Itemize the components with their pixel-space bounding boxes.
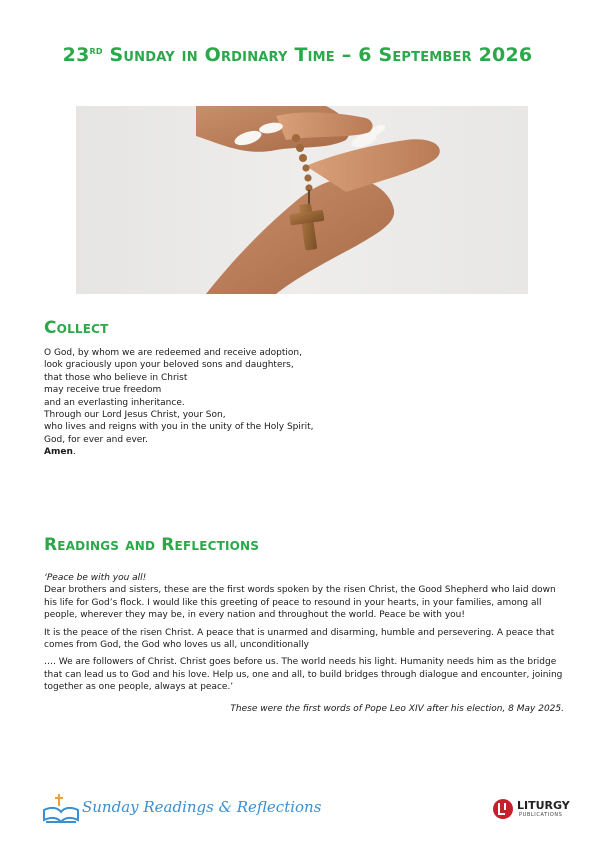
open-book-cross-icon	[42, 792, 80, 824]
collect-line: God, for ever and ever.	[44, 434, 149, 445]
collect-line: that those who believe in Christ	[44, 372, 188, 383]
publisher-name: LITURGY	[517, 799, 570, 812]
readings-quote-open: ‘Peace be with you all!	[44, 573, 147, 583]
hands-rosary-photo	[76, 106, 528, 294]
brand-logo	[42, 792, 322, 824]
collect-amen: Amen	[44, 447, 73, 458]
publisher-logo	[492, 796, 572, 822]
collect-line: may receive true freedom	[44, 385, 162, 396]
readings-paragraph: It is the peace of the risen Christ. A peace that is unarmed and disarming, humble and persevering. A peace that comes from God, the God who loves us all, unconditionally	[44, 627, 555, 651]
liturgy-publications-emblem-icon	[492, 798, 514, 820]
readings-attribution: These were the first words of Pope Leo XIV after his election, 8 May 2025.	[230, 703, 564, 714]
readings-paragraph: Dear brothers and sisters, these are the first words spoken by the risen Christ, the Good Shepherd who laid down his life for God’s flock. I would like this greeting of peace to resound in your hearts, in your families, among all people, wherever they may be, in every nation and throughout the world. Peace be with you!	[44, 585, 556, 621]
title-number: 23	[62, 44, 90, 66]
title-ordinal: rd	[89, 44, 103, 57]
readings-body	[44, 572, 564, 715]
collect-prayer	[44, 347, 544, 459]
page-title	[0, 44, 595, 66]
collect-line: Through our Lord Jesus Christ, your Son,	[44, 410, 226, 421]
publisher-subtitle: PUBLICATIONS	[519, 812, 563, 818]
collect-line: O God, by whom we are redeemed and receive adoption,	[44, 348, 302, 358]
collect-heading: Collect	[44, 318, 109, 338]
collect-amen-punct: .	[72, 447, 76, 458]
brand-name: Sunday Readings & Reflections	[82, 798, 322, 816]
collect-line: look graciously upon your beloved sons and daughters,	[44, 360, 294, 371]
readings-paragraph: …. We are followers of Christ. Christ goes before us. The world needs his light. Humanity needs him as the bridge that can lead us to God and his love. Help us, one and all, to build bridges through dialogue and encounter, joining together as one people, always at peace.’	[44, 657, 563, 693]
collect-line: who lives and reigns with you in the unity of the Holy Spirit,	[44, 422, 314, 433]
readings-heading: Readings and Reflections	[44, 535, 260, 555]
collect-line: and an everlasting inheritance.	[44, 397, 185, 408]
title-text: Sunday in Ordinary Time – 6 September 2026	[102, 44, 533, 66]
hands-rosary-illustration	[76, 106, 528, 294]
collect-amen-line	[44, 446, 544, 458]
